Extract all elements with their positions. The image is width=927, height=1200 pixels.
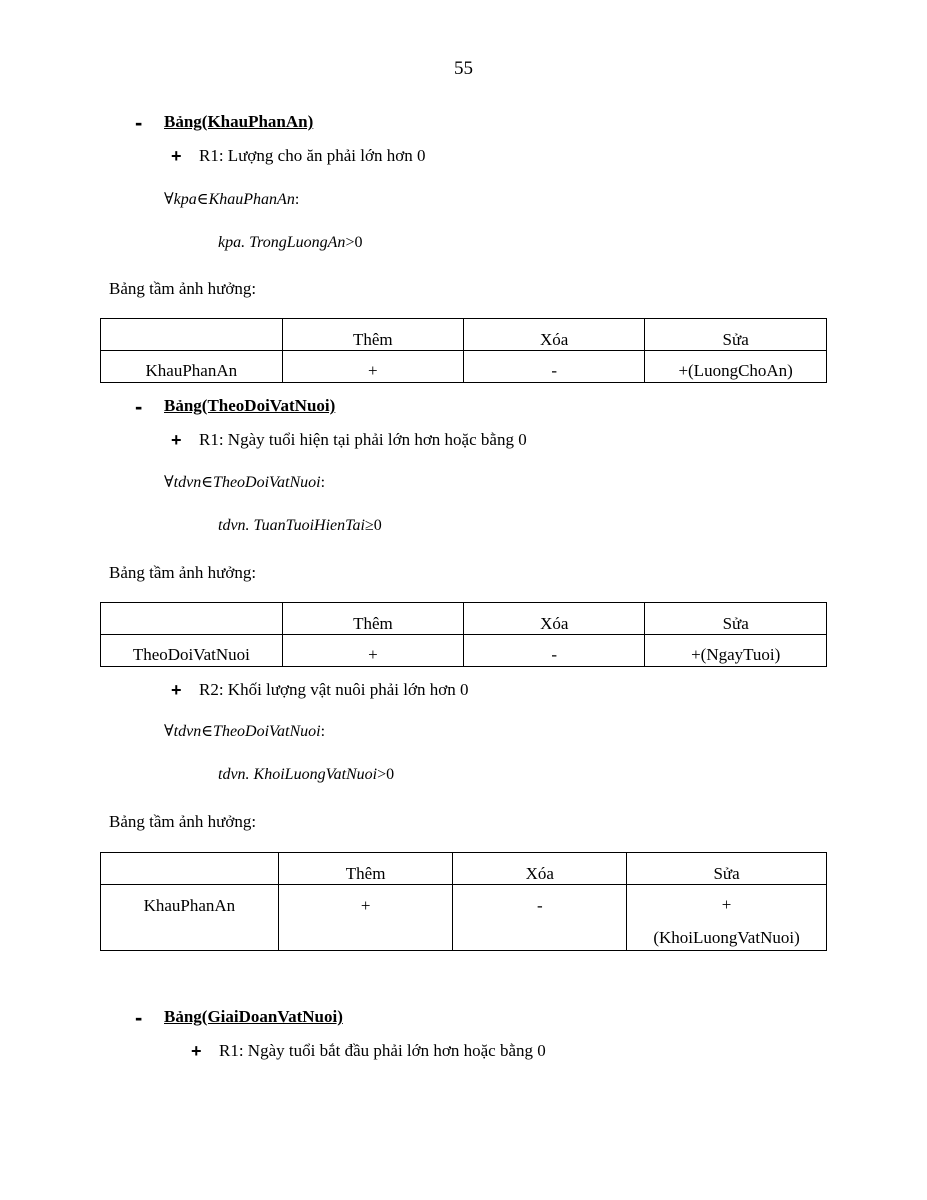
rule-text: R1: Ngày tuổi hiện tại phải lớn hơn hoặc bằng 0 xyxy=(199,430,527,449)
impact-table-header-cell xyxy=(101,853,279,885)
impact-table xyxy=(100,602,827,667)
rule-quantifier-formula: ∀kpa∈KhauPhanAn: xyxy=(164,191,300,208)
impact-table-label: Bảng tầm ảnh hưởng: xyxy=(109,279,257,298)
impact-table-cell: + xyxy=(282,351,463,383)
impact-table-row xyxy=(101,635,827,667)
impact-table-header-cell xyxy=(101,319,283,351)
page-number: 55 xyxy=(454,58,473,79)
impact-table-row xyxy=(101,351,827,383)
rule-expression-formula: kpa. TrongLuongAn>0 xyxy=(218,234,363,251)
section-heading-giaidoanvatnuoi: Bảng(GiaiDoanVatNuoi) xyxy=(164,1007,343,1026)
impact-table-header-cell: Xóa xyxy=(463,319,644,351)
impact-table-cell: KhauPhanAn xyxy=(101,351,283,383)
impact-table-header-cell: Sửa xyxy=(645,603,827,635)
impact-table-row xyxy=(101,885,827,951)
impact-table-header-row xyxy=(101,853,827,885)
impact-table-header-cell: Sửa xyxy=(645,319,827,351)
impact-table-header-row xyxy=(101,319,827,351)
impact-table-header-cell: Thêm xyxy=(282,319,463,351)
impact-table-cell: KhauPhanAn xyxy=(101,885,279,951)
impact-table-cell: - xyxy=(463,351,644,383)
rule-text: R2: Khối lượng vật nuôi phải lớn hơn 0 xyxy=(199,680,469,699)
impact-table-header-cell: Sửa xyxy=(627,853,827,885)
impact-table-cell: + xyxy=(278,885,453,951)
impact-table-cell: - xyxy=(453,885,627,951)
rule-bullet-plus: + xyxy=(171,430,182,450)
section-bullet-dash: - xyxy=(135,110,143,135)
section-heading-khauphanan: Bảng(KhauPhanAn) xyxy=(164,112,314,131)
impact-table-label: Bảng tầm ảnh hưởng: xyxy=(109,563,257,582)
impact-table-cell: TheoDoiVatNuoi xyxy=(101,635,283,667)
rule-text: R1: Ngày tuổi bắt đầu phải lớn hơn hoặc bằng 0 xyxy=(219,1041,546,1060)
impact-table xyxy=(100,318,827,383)
impact-table-header-row xyxy=(101,603,827,635)
impact-table-cell: - xyxy=(464,635,645,667)
impact-table-cell: +(LuongChoAn) xyxy=(645,351,827,383)
impact-table-cell-continuation: (KhoiLuongVatNuoi) xyxy=(653,928,800,947)
rule-bullet-plus: + xyxy=(171,680,182,700)
rule-quantifier-formula: ∀tdvn∈TheoDoiVatNuoi: xyxy=(164,723,326,740)
impact-table-header-cell: Thêm xyxy=(278,853,453,885)
impact-table-cell: + (KhoiLuongVatNuoi) xyxy=(627,885,827,951)
rule-quantifier-formula: ∀tdvn∈TheoDoiVatNuoi: xyxy=(164,474,326,491)
impact-table-header-cell: Thêm xyxy=(282,603,463,635)
impact-table-header-cell xyxy=(101,603,283,635)
rule-text: R1: Lượng cho ăn phải lớn hơn 0 xyxy=(199,146,426,165)
impact-table-label: Bảng tầm ảnh hưởng: xyxy=(109,812,257,831)
impact-table xyxy=(100,852,827,951)
section-heading-theodoivatnuoi: Bảng(TheoDoiVatNuoi) xyxy=(164,396,336,415)
impact-table-cell: +(NgayTuoi) xyxy=(645,635,827,667)
rule-bullet-plus: + xyxy=(171,146,182,166)
impact-table-cell: + xyxy=(282,635,463,667)
section-bullet-dash: - xyxy=(135,394,143,419)
rule-expression-formula: tdvn. TuanTuoiHienTai≥0 xyxy=(218,517,382,534)
section-bullet-dash: - xyxy=(135,1005,143,1030)
rule-expression-formula: tdvn. KhoiLuongVatNuoi>0 xyxy=(218,766,395,783)
impact-table-header-cell: Xóa xyxy=(464,603,645,635)
impact-table-header-cell: Xóa xyxy=(453,853,627,885)
rule-bullet-plus: + xyxy=(191,1041,202,1061)
